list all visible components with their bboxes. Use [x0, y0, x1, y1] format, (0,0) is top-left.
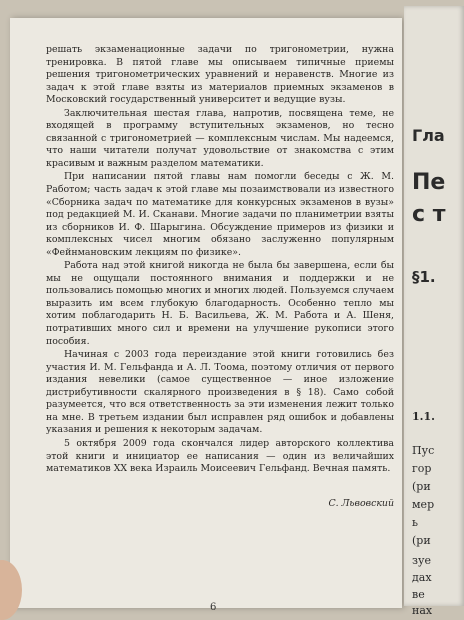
- text-fragment: зуе: [412, 554, 431, 567]
- paragraph: Работа над этой книгой никогда не была бы завершена, если бы мы не ощущали постоянного внимания и поддержки и не пользовались помощью многих и многих людей. Пользуемся случаем выразить им всем глубокую благодарность. Особенно тепло мы хотим поблагодарить Н. Б. Васильева, Ж. М. Работа и А. Шеня, потративших много сил и времени на улучшение рукописи этого пособия.: [46, 260, 394, 347]
- text-fragment: дах: [412, 571, 432, 584]
- section-heading: §1.: [412, 268, 436, 286]
- subsection-heading: 1.1.: [412, 410, 435, 423]
- text-fragment: ве: [412, 588, 425, 601]
- left-book-page: [10, 18, 402, 613]
- paragraph: 5 октября 2009 года скончался лидер авторского коллектива этой книги и инициатор ее написания — один из величайших математиков XX века Израиль Моисеевич Гельфанд. Вечная память.: [46, 437, 394, 475]
- text-fragment: (ри: [412, 480, 431, 493]
- paragraph: При написании пятой главы нам помогли беседы с Ж. М. Работом; часть задач к этой главе мы позаимствовали из известного «Сборника задач по математике для конкурсных экзаменов в вузы» под редакцией М. И. Сканави. Многие задачи по планиметрии взяты из сборников И. Ф. Шарыгина. Обсуждение примеров из физики и комплексных чисел многим обязано заслуженно популярным «Фейнмановским лекциям по физике».: [46, 171, 394, 258]
- text-fragment: ь: [412, 516, 418, 529]
- chapter-title-line-1: Пе: [412, 170, 446, 195]
- text-fragment: (ри: [412, 534, 431, 547]
- text-fragment: мер: [412, 498, 435, 511]
- chapter-title-line-2: с т: [412, 202, 446, 227]
- text-fragment: нах: [412, 604, 433, 617]
- body-text: [46, 44, 394, 511]
- chapter-heading: Гла: [412, 126, 445, 145]
- text-fragment: Пус: [412, 444, 435, 457]
- author-signature: С. Львовский: [328, 497, 394, 509]
- paragraph: Начиная с 2003 года переиздание этой книги готовились без участия И. М. Гельфанда и А. Л. Тоома, поэтому отличия от первого издания невелики (самое существенное — иное изложение дистрибутивности скалярного произведения в § 18). Само собой разумеется, что вся ответственность за эти изменения лежит только на мне. В третьем издании был исправлен ряд ошибок и добавлены указания и решения к некоторым задачам.: [46, 349, 394, 436]
- right-book-page: [404, 6, 464, 617]
- paragraph: решать экзаменационные задачи по тригонометрии, нужна тренировка. В пятой главе мы описываем типичные приемы решения тригонометрических уравнений и неравенств. Многие из задач к этой главе взяты из материалов приемных экзаменов в Московский государственный университет и ведущие вузы.: [46, 44, 394, 106]
- paragraph: Заключительная шестая глава, напротив, посвящена теме, не входящей в программу вступительных экзаменов, но тесно связанной с тригонометрией — комплексным числам. Мы надеемся, что наши читатели получат удовольствие от знакомства с этим красивым и важным разделом математики.: [46, 107, 394, 169]
- text-fragment: гор: [412, 462, 432, 475]
- page-number: 6: [210, 602, 217, 613]
